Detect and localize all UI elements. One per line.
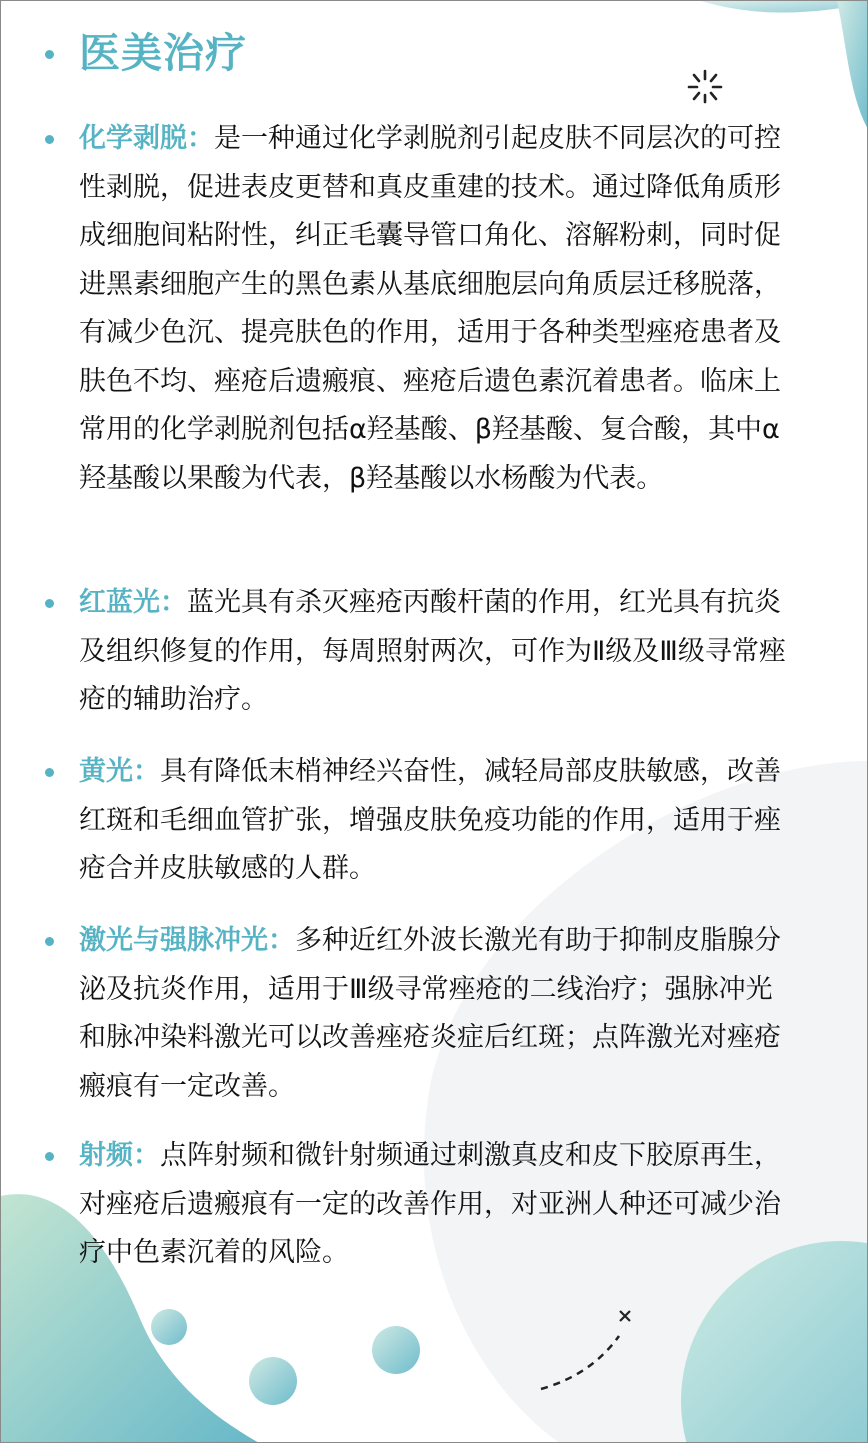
section-term: 红蓝光： (79, 587, 187, 618)
section-laser-ipl (79, 917, 795, 1111)
bullet-dot (45, 135, 54, 144)
section-text: 多种近红外波长激光有助于抑制皮脂腺分泌及抗炎作用，适用于Ⅲ级寻常痤疮的二线治疗；强脉冲光和脉冲染料激光可以改善痤疮炎症后红斑；点阵激光对痤疮瘢痕有一定改善。 (79, 925, 781, 1102)
page-title: 医美治疗 (79, 29, 247, 77)
top-right-blob (701, 1, 868, 131)
section-term: 射频： (79, 1140, 160, 1171)
section-yellow-light (79, 748, 795, 894)
section-red-blue-light (79, 579, 795, 725)
bullet-dot (45, 768, 54, 777)
section-radiofrequency (79, 1132, 795, 1278)
section-chemical-peel (79, 115, 795, 503)
bullet-dot (45, 599, 54, 608)
section-text: 是一种通过化学剥脱剂引起皮肤不同层次的可控性剥脱，促进表皮更替和真皮重建的技术。通过降低角质形成细胞间粘附性，纠正毛囊导管口角化、溶解粉刺，同时促进黑素细胞产生的黑色素从基底细胞层向角质层迁移脱落，有减少色沉、提亮肤色的作用，适用于各种类型痤疮患者及肤色不均、痤疮后遗瘢痕、痤疮后遗色素沉着患者。临床上常用的化学剥脱剂包括α羟基酸、β羟基酸、复合酸，其中α羟基酸以果酸为代表，β羟基酸以水杨酸为代表。 (79, 123, 781, 494)
section-term: 激光与强脉冲光： (79, 925, 295, 956)
section-term: 黄光： (79, 756, 160, 787)
decorative-bubbles (151, 1309, 420, 1405)
bullet-dot (45, 1152, 54, 1161)
title-bullet (45, 50, 54, 59)
sparkle-icon (689, 71, 721, 102)
bullet-dot (45, 937, 54, 946)
section-text: 点阵射频和微针射频通过刺激真皮和皮下胶原再生，对痤疮后遗瘢痕有一定的改善作用，对亚洲人种还可减少治疗中色素沉着的风险。 (79, 1140, 781, 1268)
section-term: 化学剥脱： (79, 123, 214, 154)
section-text: 具有降低末梢神经兴奋性，减轻局部皮肤敏感，改善红斑和毛细血管扩张，增强皮肤免疫功能的作用，适用于痤疮合并皮肤敏感的人群。 (79, 756, 781, 884)
section-text: 蓝光具有杀灭痤疮丙酸杆菌的作用，红光具有抗炎及组织修复的作用，每周照射两次，可作为Ⅱ级及Ⅲ级寻常痤疮的辅助治疗。 (79, 587, 786, 715)
